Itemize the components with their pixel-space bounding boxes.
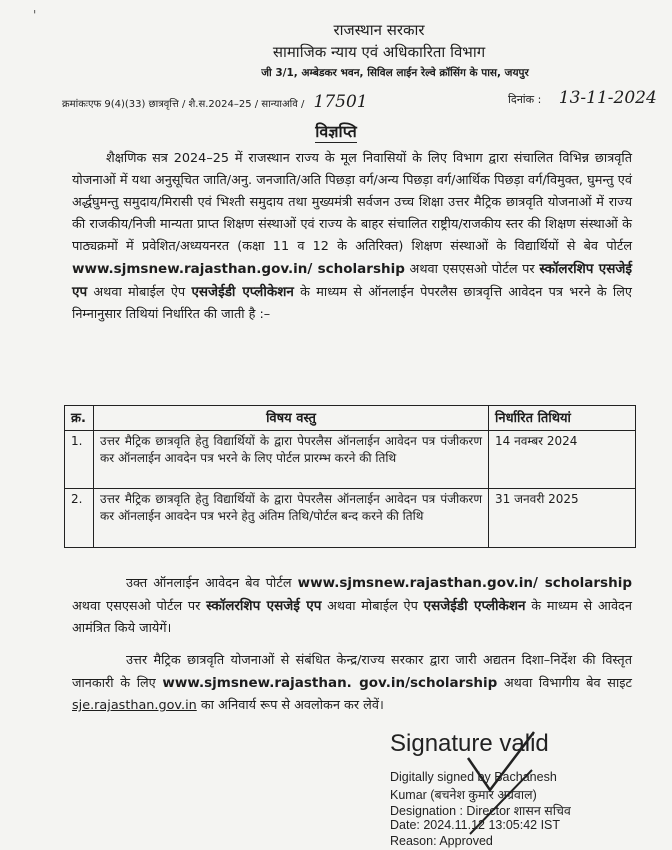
guidelines-paragraph: उत्तर मैट्रिक छात्रवृति योजनाओं से संबंधित केन्द्र/राज्य सरकार द्वारा जारी अद्यतन दिशा–निर्देश की विस्तृत जानकारी के लिए www.sjmsnew.rajasthan. gov.in/scholarship अथवा विभागीय बेव साइट sje.rajasthan.gov.in का अनिवार्य रूप से अवलोकन कर लेवें। [72,653,632,713]
row-date: 14 नवम्बर 2024 [489,431,636,489]
signature-designation: Designation : Director शासन सचिव [390,804,571,818]
signature-date: Date: 2024.11.12 13:05:42 IST [390,818,561,832]
row-number: 1. [65,431,94,489]
signature-signer-name: Kumar (बचनेश कुमार अग्रवाल) [390,788,537,802]
portal-url[interactable]: www.sjmsnew.rajasthan.gov.in/ scholarship [72,261,405,277]
signature-reason: Reason: Approved [390,834,493,848]
reference-handwritten-number: 17501 [313,92,368,112]
date-handwritten-value: 13-11-2024 [558,88,657,108]
column-header-number: क्र. [65,406,94,431]
row-number: 2. [65,489,94,548]
table-row [65,489,636,548]
schedule-table [64,405,636,548]
signature-valid-label: Signature valid [390,730,549,757]
table-header-row [65,406,636,431]
mobile-app-name: एसजेईडी एप्लीकेशन [423,598,526,614]
department-website-link[interactable]: sje.rajasthan.gov.in [72,698,197,713]
column-header-date: निर्धारित तिथियां [489,406,636,431]
header-department: सामाजिक न्याय एवं अधिकारिता विभाग [272,43,486,61]
reference-number [62,92,368,112]
mobile-app-name: एसजेईडी एप्लीकेशन [191,284,294,300]
issue-date [508,88,657,108]
signature-signer: Digitally signed by Bachanesh [390,770,557,784]
header-government: राजस्थान सरकार [333,21,425,39]
row-date: 31 जनवरी 2025 [489,489,636,548]
notice-title: विज्ञप्ति [315,122,357,141]
portal-url[interactable]: www.sjmsnew.rajasthan.gov.in/ scholarship [297,575,632,591]
sso-app-name: स्कॉलरशिप एसजेई एप [206,598,322,614]
row-subject: उत्तर मैट्रिक छात्रवृति हेतु विद्यार्थियों के द्वारा पेपरलैस ऑनलाईन आवेदन पत्र पंजीकरण कर ऑनलाईन आवदेन पत्र भरने के लिए पोर्टल प्रारम्भ करने की तिथि [94,431,489,489]
reference-label: क्रमांकःएफ 9(4)(33) छात्रवृत्ति / शै.स.2024–25 / सान्याअवि / [62,99,305,110]
column-header-subject: विषय वस्तु [94,406,489,431]
row-subject: उत्तर मैट्रिक छात्रवृति हेतु विद्यार्थियों के द्वारा पेपरलैस ऑनलाईन आवेदन पत्र पंजीकरण कर ऑनलाईन आवदेन पत्र भरने हेतु अंतिम तिथि/पोर्टल बन्द करने की तिथि [94,489,489,548]
intro-paragraph: शैक्षणिक सत्र 2024–25 में राजस्थान राज्य के मूल निवासियों के लिए विभाग द्वारा संचालित विभिन्न छात्रवृति योजनाओं में यथा अनुसूचित जाति/अनु. जनजाति/अति पिछड़ा वर्ग/अन्य पिछड़ा वर्ग/आर्थिक पिछड़ा वर्ग/विमुक्त, घुमन्तु एवं अर्द्धघुमन्तु समुदाय/मिरासी एवं भिश्ती समुदाय तथा मुख्यमंत्री सर्वजन उच्च शिक्षा उत्तर मैट्रिक छात्रवृति योजनाओं में राज्य की राजकीय/निजी मान्यता प्राप्त शिक्षण संस्थाओं एवं राज्य के बाहर संचालित राष्ट्रीय/राजकीय स्तर की शिक्षण संस्थाओं के पाठ्यक्रमों में प्रवेशित/अध्ययनरत (कक्षा 11 व 12 के अतिरिक्त) शिक्षण संस्थाओं के विद्यार्थियों से बेव पोर्टल www.sjmsnew.rajasthan.gov.in/ scholarship अथवा एसएसओ पोर्टल पर स्कॉलरशिप एसजेई एप अथवा मोबाईल ऐप एसजेईडी एप्लीकेशन के माध्यम से ऑनलाईन पेपरलैस छात्रवृत्ति आवेदन पत्र भरने के लिए निम्नानुसार तिथियां निर्धारित की जाती है :– [72,151,632,322]
corner-mark: ' [33,8,37,22]
table-row [65,431,636,489]
portal-url[interactable]: www.sjmsnew.rajasthan. gov.in/scholarship [162,675,498,691]
sso-app-name: स्कॉलरशिप एसजेई एप [72,261,632,300]
header-address: जी 3/1, अम्बेडकर भवन, सिविल लाईन रेल्वे क्रॉसिंग के पास, जयपुर [261,67,529,79]
application-paragraph: उक्त ऑनलाईन आवेदन बेव पोर्टल www.sjmsnew.rajasthan.gov.in/ scholarship अथवा एसएसओ पोर्टल पर स्कॉलरशिप एसजेई एप अथवा मोबाईल ऐप एसजेईडी एप्लीकेशन के माध्यम से आवेदन आमंत्रित किये जायेगें। [72,575,632,636]
date-label: दिनांक : [508,93,542,106]
